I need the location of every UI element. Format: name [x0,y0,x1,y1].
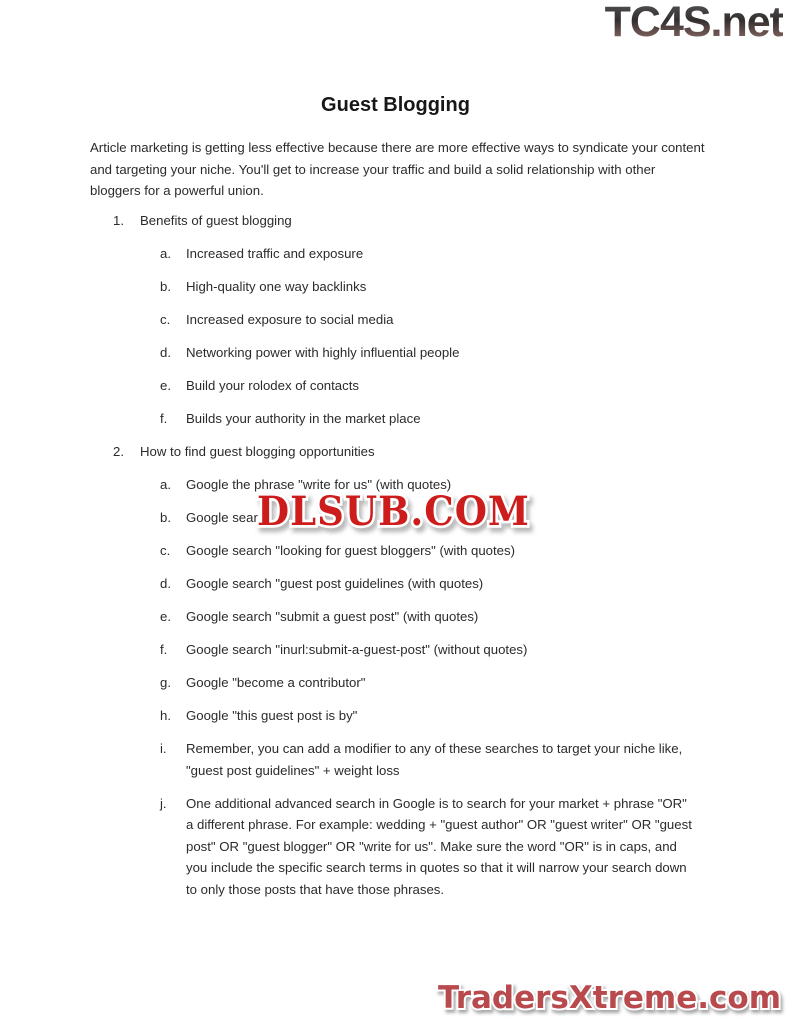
list-item-marker: a. [160,477,171,492]
list-item-text: How to find guest blogging opportunities [140,444,375,459]
list-item-text: Google "this guest post is by" [186,708,358,723]
list-item-2 [0,441,791,463]
tradersxtreme-logo: TradersXtreme.com [437,980,781,1016]
list-item-text: Google sear [186,510,258,525]
list-item-1 [0,210,791,232]
list-item-marker: d. [160,345,171,360]
list-item-marker: i. [160,741,167,756]
list-item-marker: c. [160,312,171,327]
list-item-text: Networking power with highly influential people [186,345,460,360]
list-item-text: High-quality one way backlinks [186,279,367,294]
list-item-1e [0,375,791,397]
list-item-text: Builds your authority in the market place [186,411,421,426]
outline-list [0,210,791,912]
list-item-2g [0,672,791,694]
list-item-1f [0,408,791,430]
list-item-marker: 1. [113,213,124,228]
list-item-marker: h. [160,708,171,723]
list-item-2c [0,540,791,562]
list-item-2h [0,705,791,727]
list-item-text: Increased exposure to social media [186,312,394,327]
list-item-marker: c. [160,543,171,558]
intro-paragraph: Article marketing is getting less effective because there are more effective ways to syndicate your content and targeting your niche. You'll get to increase your traffic and build a solid relationship with other bloggers for a powerful union. [90,140,705,198]
list-item-marker: e. [160,609,171,624]
dlsub-watermark: DLSUB.COM [257,487,530,535]
list-item-2i [0,738,791,781]
list-item-2j [0,793,791,901]
list-item-marker: b. [160,510,171,525]
list-item-text: Increased traffic and exposure [186,246,364,261]
list-item-text: Google search "guest post guidelines (with quotes) [186,576,484,591]
list-item-marker: f. [160,411,168,426]
list-item-1a [0,243,791,265]
tc4s-logo: TC4S.net [604,0,783,46]
list-item-2e [0,606,791,628]
list-item-marker: j. [160,795,167,811]
list-item-marker: b. [160,279,171,294]
list-item-text: Google search "inurl:submit-a-guest-post" (without quotes) [186,642,528,657]
list-item-2d [0,573,791,595]
list-item-text: Google the phrase "write for us" (with quotes) [186,477,452,492]
list-item-1b [0,276,791,298]
list-item-marker: e. [160,378,171,393]
list-item-1c [0,309,791,331]
list-item-text: Google search "submit a guest post" (with quotes) [186,609,479,624]
list-item-text: Google search "looking for guest bloggers" (with quotes) [186,543,515,558]
list-item-marker: f. [160,642,168,657]
page-title: Guest Blogging [321,94,470,116]
list-item-2f [0,639,791,661]
list-item-marker: d. [160,576,171,591]
list-item-marker: a. [160,246,171,261]
list-item-text: Benefits of guest blogging [140,213,292,228]
list-item-text: Build your rolodex of contacts [186,378,359,393]
list-item-1d [0,342,791,364]
list-item-text: Google "become a contributor" [186,675,366,690]
list-item-text: Remember, you can add a modifier to any of these searches to target your niche like, "guest post guidelines" + weight loss [186,741,683,778]
list-item-marker: 2. [113,444,124,459]
list-item-marker: g. [160,675,171,690]
list-item-text: One additional advanced search in Google is to search for your market + phrase "OR" a different phrase. For example: wedding + "guest author" OR "guest writer" OR "guest post" OR "guest blogger" OR "write for us". Make sure the word "OR" is in caps, and you include the specific search terms in quotes so that it will narrow your search down to only those posts that have those phrases. [186,795,692,897]
